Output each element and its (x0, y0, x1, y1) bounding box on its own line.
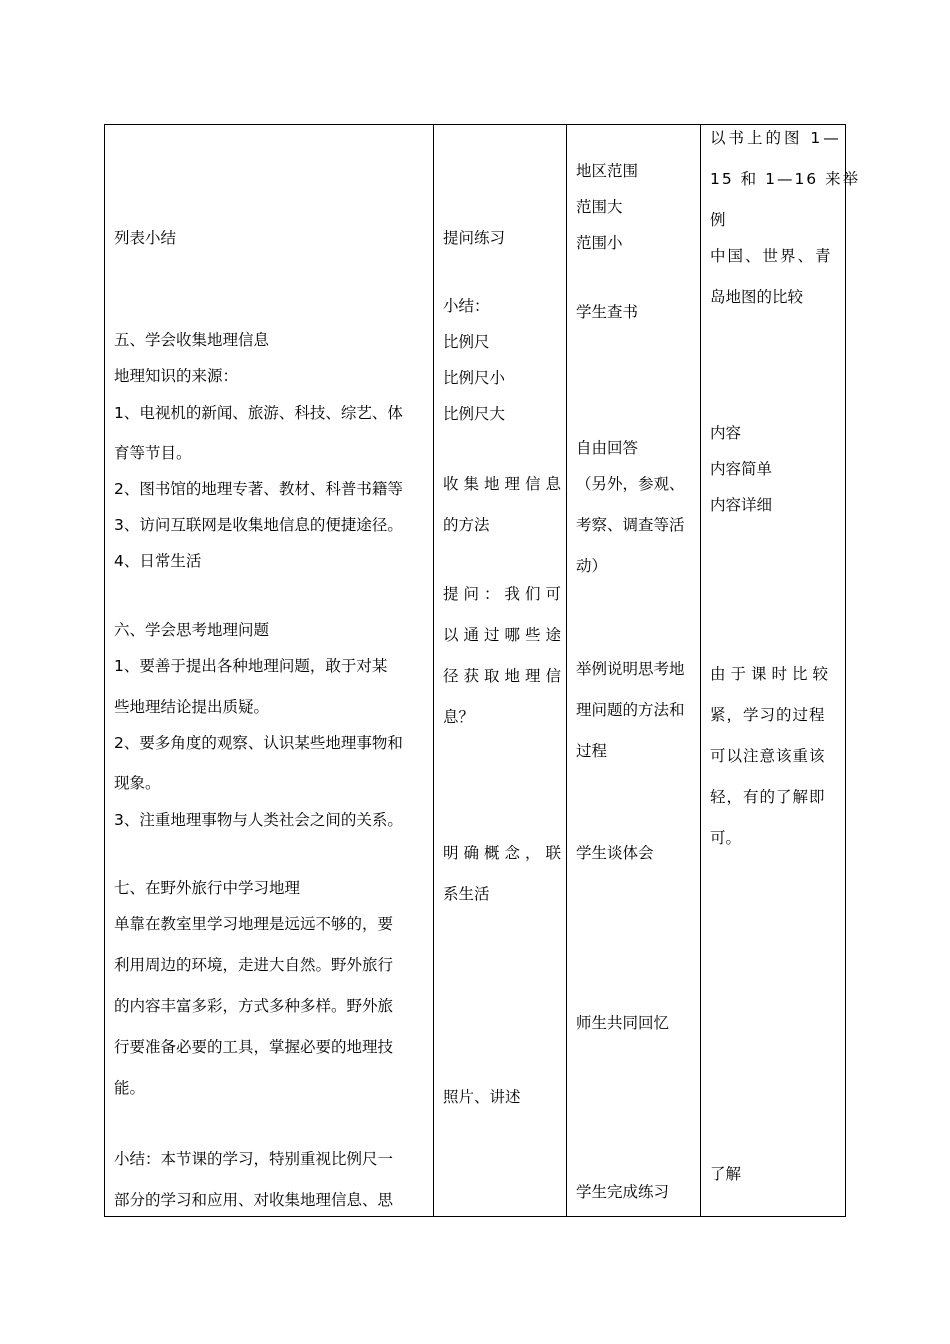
content-line: 能。 (114, 1079, 146, 1097)
teacher-activity-line: 以通过哪些途 (443, 626, 567, 644)
teacher-activity-line: 比例尺 (443, 333, 490, 351)
content-line: 部分的学习和应用、对收集地理信息、思 (114, 1191, 394, 1209)
notes-line: 紧，学习的过程 (710, 706, 826, 724)
content-line: 六、学会思考地理问题 (114, 621, 270, 639)
content-line: 地理知识的来源： (114, 367, 239, 385)
teacher-activity-line: 小结： (443, 297, 490, 315)
notes-line: 内容详细 (710, 496, 773, 514)
content-line: 现象。 (114, 774, 161, 792)
notes-line: 了解 (710, 1165, 742, 1183)
student-activity-line: 范围大 (576, 198, 623, 216)
teacher-activity-line: 比例尺小 (443, 369, 506, 387)
student-activity-line: 举例说明思考地 (576, 660, 685, 678)
student-activity-line: 理问题的方法和 (576, 701, 685, 719)
teacher-activity-line: 明确概念，联 (443, 844, 567, 862)
content-line: 育等节目。 (114, 444, 192, 462)
teacher-activity-line: 提问：我们可 (443, 585, 567, 603)
content-line: 1、电视机的新闻、旅游、科技、综艺、体 (114, 404, 403, 422)
teacher-activity-line: 提问练习 (443, 229, 506, 247)
student-activity-line: 学生查书 (576, 303, 639, 321)
teacher-activity-line: 照片、讲述 (443, 1088, 521, 1106)
notes-line: 可以注意该重该 (710, 747, 826, 765)
student-activity-line: 学生谈体会 (576, 844, 654, 862)
teacher-activity-line: 的方法 (443, 516, 490, 534)
notes-line: 岛地图的比较 (710, 288, 804, 306)
student-activity-line: 师生共同回忆 (576, 1014, 670, 1032)
teacher-activity-line: 径获取地理信 (443, 667, 567, 685)
content-line: 单靠在教室里学习地理是远远不够的，要 (114, 915, 394, 933)
content-line: 1、要善于提出各种地理问题，敢于对某 (114, 657, 388, 675)
content-line: 七、在野外旅行中学习地理 (114, 879, 301, 897)
student-activity-line: 自由回答 (576, 439, 639, 457)
column-divider (566, 125, 567, 1216)
student-activity-line: 动） (576, 557, 608, 575)
student-activity-line: 地区范围 (576, 162, 639, 180)
content-line: 的内容丰富多彩，方式多种多样。野外旅 (114, 997, 394, 1015)
notes-line: 轻，有的了解即 (710, 788, 826, 806)
notes-line: 内容 (710, 424, 742, 442)
content-line: 行要准备必要的工具，掌握必要的地理技 (114, 1038, 394, 1056)
student-activity-line: 考察、调查等活 (576, 516, 685, 534)
column-divider (433, 125, 434, 1216)
content-line: 3、访问互联网是收集地信息的便捷途径。 (114, 516, 403, 534)
content-line: 3、注重地理事物与人类社会之间的关系。 (114, 811, 403, 829)
student-activity-line: 学生完成练习 (576, 1183, 670, 1201)
content-line: 些地理结论提出质疑。 (114, 698, 270, 716)
content-line: 五、学会收集地理信息 (114, 331, 270, 349)
content-line: 利用周边的环境，走进大自然。野外旅行 (114, 956, 394, 974)
notes-line: 中国、世界、青 (710, 247, 833, 265)
notes-line: 以书上的图 1— (710, 129, 842, 147)
student-activity-line: 过程 (576, 742, 608, 760)
notes-line: 由于课时比较 (710, 665, 834, 683)
student-activity-line: 范围小 (576, 234, 623, 252)
notes-line: 内容简单 (710, 460, 773, 478)
notes-line: 例 (710, 211, 726, 229)
content-line: 2、图书馆的地理专著、教材、科普书籍等 (114, 480, 403, 498)
teacher-activity-line: 息？ (443, 708, 475, 726)
notes-line: 15 和 1—16 来举 (710, 170, 861, 188)
content-line: 小结：本节课的学习，特别重视比例尺一 (114, 1150, 394, 1168)
content-line: 4、日常生活 (114, 552, 202, 570)
content-line: 列表小结 (114, 229, 177, 247)
column-divider (700, 125, 701, 1216)
teacher-activity-line: 系生活 (443, 885, 490, 903)
student-activity-line: （另外，参观、 (576, 475, 685, 493)
teacher-activity-line: 比例尺大 (443, 405, 506, 423)
notes-line: 可。 (710, 829, 742, 847)
teacher-activity-line: 收集地理信息 (443, 475, 567, 493)
content-line: 2、要多角度的观察、认识某些地理事物和 (114, 734, 403, 752)
